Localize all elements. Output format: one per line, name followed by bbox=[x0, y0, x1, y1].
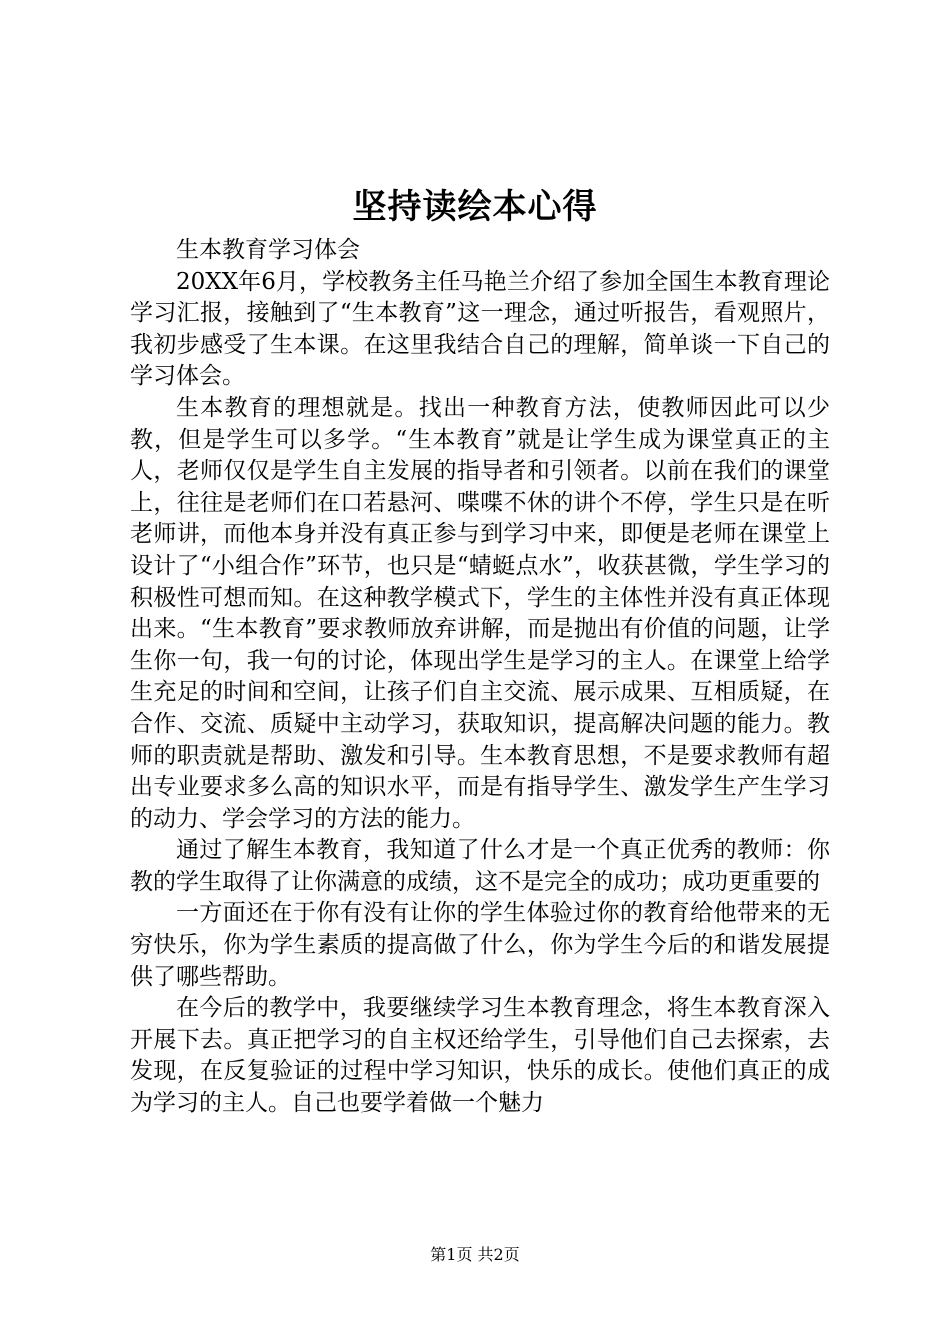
paragraph-subtitle: 生本教育学习体会 bbox=[176, 237, 360, 263]
paragraph: 生本教育的理想就是。找出一种教育方法，使教师因此可以少教，但是学生可以多学。“生本教育”就是让学生成为课堂真正的主人，老师仅仅是学生自主发展的指导者和引领者。以前在我们的课堂上，往往是老师们在口若悬河、喋喋不休的讲个不停，学生只是在听老师讲，而他本身并没有真正参与到学习中来，即便是老师在课堂上设计了“小组合作”环节，也只是“蜻蜓点水”，收获甚微，学生学习的积极性可想而知。在这种教学模式下，学生的主体性并没有真正体现出来。“生本教育”要求教师放弃讲解，而是抛出有价值的问题，让学生你一句，我一句的讨论，体现出学生是学习的主人。在课堂上给学生充足的时间和空间，让孩子们自主交流、展示成果、互相质疑，在合作、交流、质疑中主动学习，获取知识，提高解决问题的能力。教师的职责就是帮助、激发和引导。生本教育思想，不是要求教师有超出专业要求多么高的知识水平，而是有指导学生、激发学生产生学习的动力、学会学习的方法的能力。 bbox=[130, 394, 830, 832]
document-title: 坚持读绘本心得 bbox=[352, 187, 598, 227]
page-number-footer: 第1页 共2页 bbox=[430, 1245, 520, 1264]
paragraph: 一方面还在于你有没有让你的学生体验过你的教育给他带来的无穷快乐，你为学生素质的提高做了什么，你为学生今后的和谐发展提供了哪些帮助。 bbox=[130, 900, 830, 990]
paragraph: 20XX年6月，学校教务主任马艳兰介绍了参加全国生本教育理论学习汇报，接触到了“生本教育”这一理念，通过听报告，看观照片，我初步感受了生本课。在这里我结合自己的理解，简单谈一下自己的学习体会。 bbox=[130, 268, 830, 390]
document-body bbox=[130, 235, 830, 1120]
paragraph: 通过了解生本教育，我知道了什么才是一个真正优秀的教师：你教的学生取得了让你满意的成绩，这不是完全的成功；成功更重要的 bbox=[130, 837, 830, 895]
paragraph: 在今后的教学中，我要继续学习生本教育理念，将生本教育深入开展下去。真正把学习的自主权还给学生，引导他们自己去探索，去发现，在反复验证的过程中学习知识，快乐的成长。使他们真正的成为学习的主人。自己也要学着做一个魅力 bbox=[130, 995, 830, 1117]
